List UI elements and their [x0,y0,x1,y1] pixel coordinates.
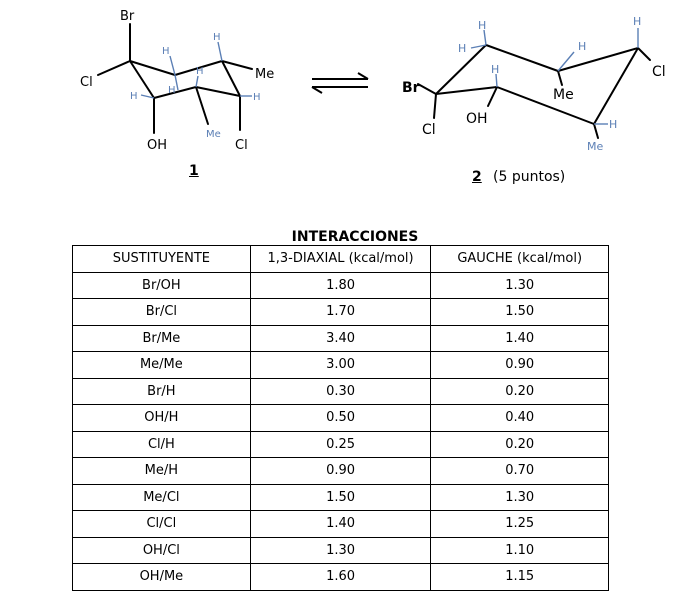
reaction-figure [0,0,700,200]
s2-oh-label: OH [466,111,488,127]
s1-h-top2: H [213,32,221,43]
table-row [73,537,609,564]
cell-diaxial: 3.40 [250,325,431,352]
cell-diaxial: 1.30 [250,537,431,564]
cell-substituent: Br/Me [73,325,251,352]
s2-me-bottom-label: Me [587,140,604,153]
reaction-drawing [0,0,700,200]
s2-h-mid: H [578,40,587,53]
s2-me-mid-label: Me [553,87,574,103]
cell-diaxial: 1.80 [250,272,431,299]
table-row [73,299,609,326]
table-row [73,405,609,432]
interactions-table [72,245,609,591]
s1-h-top1: H [162,46,170,57]
table-row [73,352,609,379]
structure-2-points-note: (5 puntos) [493,169,566,185]
cell-diaxial: 0.90 [250,458,431,485]
cell-gauche: 1.30 [431,272,609,299]
structure-2-number: 2 [472,169,482,185]
header-diaxial: 1,3-DIAXIAL (kcal/mol) [250,246,431,273]
cell-substituent: Br/H [73,378,251,405]
table-row [73,431,609,458]
s1-h-left: H [130,91,138,102]
table-title: INTERACCIONES [291,229,419,245]
s1-br-label: Br [120,9,135,24]
s1-h-mid2: H [196,66,204,77]
s1-me-bottom-label: Me [206,129,221,140]
s1-me-right-label: Me [255,67,275,82]
cell-substituent: Br/OH [73,272,251,299]
cell-substituent: OH/Cl [73,537,251,564]
table-row [73,484,609,511]
table-row [73,511,609,538]
structure-2-h-labels [458,15,641,153]
s1-cl-bottom-label: Cl [235,138,248,153]
table-row [73,564,609,591]
cell-substituent: Me/Cl [73,484,251,511]
cell-gauche: 1.10 [431,537,609,564]
cell-diaxial: 3.00 [250,352,431,379]
table-row [73,378,609,405]
s2-cl-left-label: Cl [422,122,436,138]
table-row [73,458,609,485]
s2-h-top-left2: H [458,42,467,55]
cell-substituent: Br/Cl [73,299,251,326]
s2-h-bottom: H [609,118,618,131]
cell-gauche: 0.70 [431,458,609,485]
table-row [73,272,609,299]
cell-substituent: Me/Me [73,352,251,379]
table-header-row [73,246,609,273]
cell-diaxial: 1.70 [250,299,431,326]
cell-gauche: 0.20 [431,378,609,405]
s2-cl-right-label: Cl [652,64,666,80]
s2-br-label: Br [402,80,420,96]
cell-gauche: 1.30 [431,484,609,511]
cell-diaxial: 1.60 [250,564,431,591]
header-gauche: GAUCHE (kcal/mol) [431,246,609,273]
s1-h-right: H [253,92,261,103]
table-body [73,272,609,590]
header-substituent: SUSTITUYENTE [73,246,251,273]
equilibrium-arrows-icon [312,73,368,93]
cell-gauche: 1.15 [431,564,609,591]
cell-diaxial: 1.50 [250,484,431,511]
cell-substituent: Cl/H [73,431,251,458]
cell-gauche: 1.25 [431,511,609,538]
cell-diaxial: 0.50 [250,405,431,432]
cell-diaxial: 1.40 [250,511,431,538]
cell-substituent: OH/Me [73,564,251,591]
structure-1-number: 1 [189,163,199,179]
cell-diaxial: 0.30 [250,378,431,405]
structure-1-labels [80,9,274,153]
cell-gauche: 1.50 [431,299,609,326]
cell-substituent: OH/H [73,405,251,432]
cell-gauche: 1.40 [431,325,609,352]
s1-oh-label: OH [147,138,168,153]
s1-cl-left-label: Cl [80,75,93,90]
cell-diaxial: 0.25 [250,431,431,458]
cell-gauche: 0.20 [431,431,609,458]
s2-h-oh: H [491,63,500,76]
cell-substituent: Cl/Cl [73,511,251,538]
cell-gauche: 0.40 [431,405,609,432]
cell-substituent: Me/H [73,458,251,485]
s1-h-mid1: H [168,85,176,96]
table-row [73,325,609,352]
cell-gauche: 0.90 [431,352,609,379]
s2-h-top-left1: H [478,19,487,32]
s2-h-top-right: H [633,15,642,28]
